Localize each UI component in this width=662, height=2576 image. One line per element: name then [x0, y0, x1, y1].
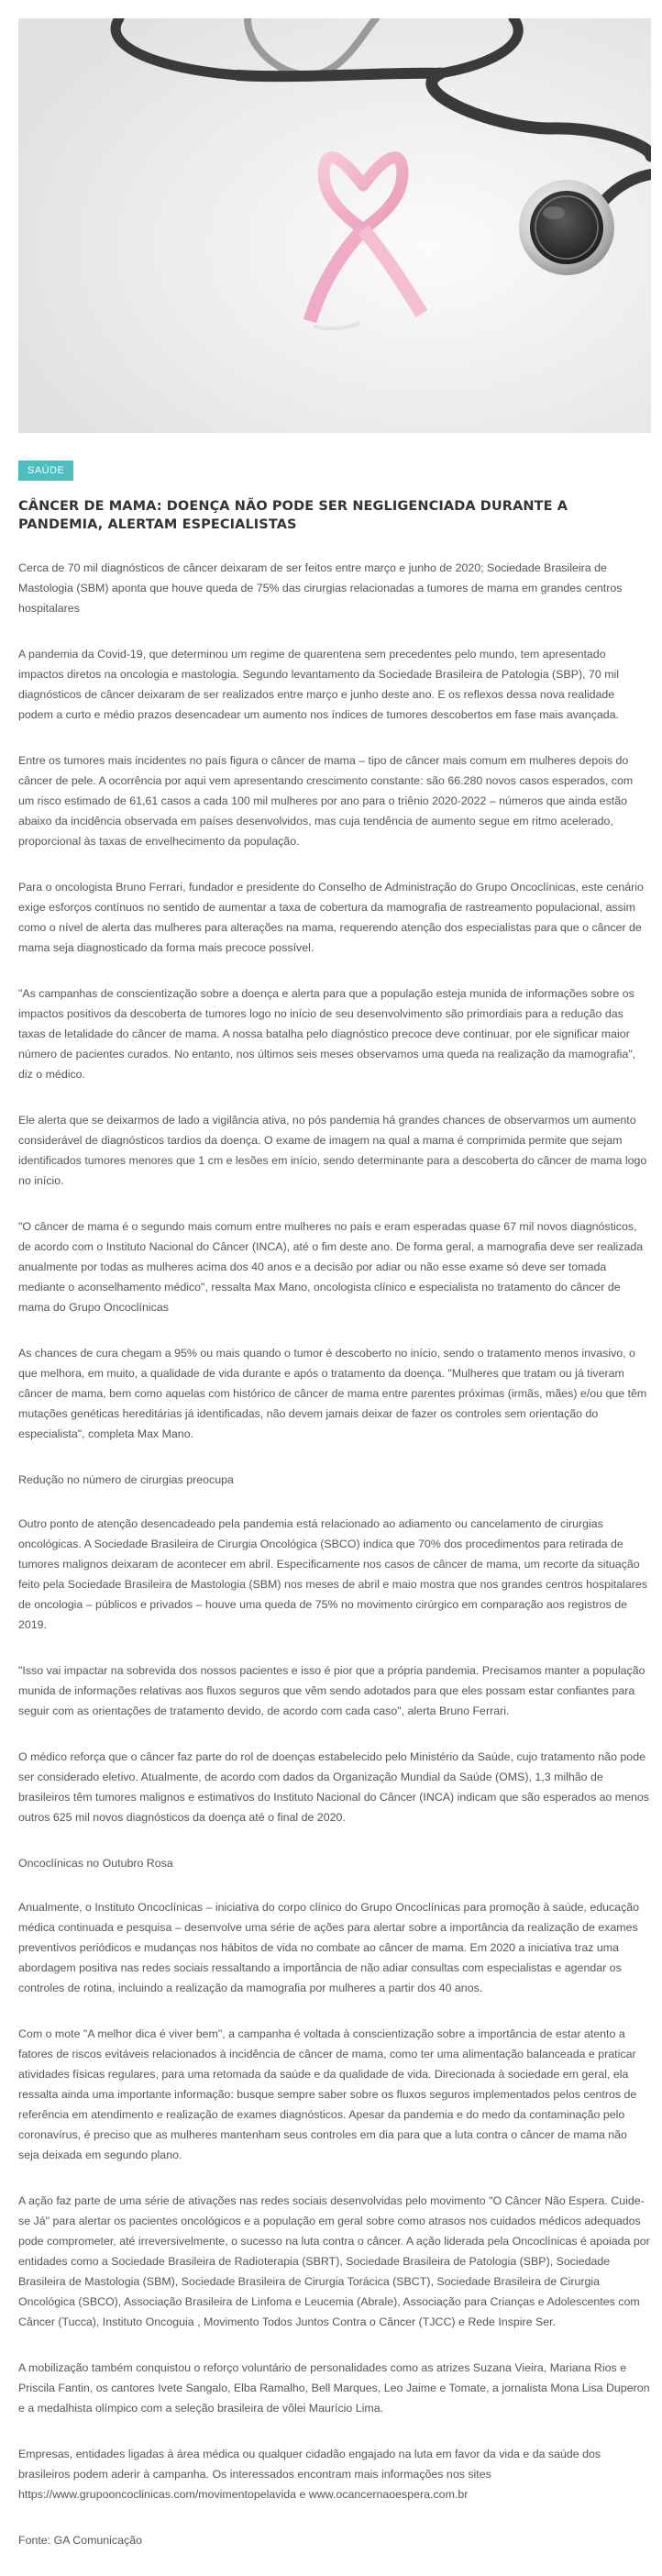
hero-illustration	[18, 18, 651, 433]
article-paragraph: Com o mote "A melhor dica é viver bem", a campanha é voltada à conscientização sobre a importância de estar atento a fatores de riscos evitáveis relacionados à incidência de câncer de mama, como ter uma alimentação balanceada e praticar atividades físicas regulares, para uma retomada da saúde e da qualidade de vida. Direcionada à sociedade em geral, ela ressalta ainda uma importante informação: busque sempre saber sobre os fluxos seguros implementados pelos centros de referência em atendimento e realização de exames diagnósticos. Apesar da pandemia e do medo da contaminação pelo coronavírus, é preciso que as mulheres mantenham seus controles em dia para que a luta contra o câncer de mama não seja deixada em segundo plano.	[18, 2027, 637, 2161]
article-paragraph: A ação faz parte de uma série de ativações nas redes sociais desenvolvidas pelo movimento "O Câncer Não Espera. Cuide-se Já" para alertar os pacientes oncológicos e a população em geral sobre como atrasos nos cuidados médicos adequados pode comprometer, até irreversivelmente, o sucesso na luta contra o câncer. A ação liderada pela Oncoclínicas é apoiada por entidades como a Sociedade Brasileira de Radioterapia (SBRT), Sociedade Brasileira de Patologia (SBP), Sociedade Brasileira de Mastologia (SBM), Sociedade Brasileira de Cirurgia Torácica (SBCT), Sociedade Brasileira de Cirurgia Oncológica (SBCO), Associação Brasileira de Linfoma e Leucemia (Abrale), Associação para Crianças e Adolescentes com Câncer (Tucca), Instituto Oncoguia , Movimento Todos Juntos Contra o Câncer (TJCC) e Rede Inspire Ser.	[18, 2194, 650, 2328]
article-paragraph: As chances de cura chegam a 95% ou mais quando o tumor é descoberto no início, sendo o tratamento menos invasivo, o que melhora, em muito, a qualidade de vida durante e após o tratamento da doença. "Mulheres que tratam ou já tiveram câncer de mama, bem como aquelas com histórico de câncer de mama entre parentes próximas (irmãs, mães) e/ou que têm mutações genéticas hereditárias já identificadas, não devem jamais deixar de fazer os controles sem orientação do especialista", completa Max Mano.	[18, 1347, 647, 1440]
article-title: CÂNCER DE MAMA: DOENÇA NÃO PODE SER NEGLIGENCIADA DURANTE A PANDEMIA, ALERTAM ESPECIALISTAS	[18, 499, 568, 532]
article-paragraph: Empresas, entidades ligadas à área médica ou qualquer cidadão engajado na luta em favor da vida e da saúde dos brasileiros podem aderir à campanha. Os interessados encontram mais informações nos sites https://www.grupooncoclinicas.com/movimentopelavida e www.ocancernaoespera.com.br	[18, 2448, 601, 2501]
article-paragraph: Ele alerta que se deixarmos de lado a vigilância ativa, no pós pandemia há grandes chances de observarmos um aumento considerável de diagnósticos tardios da doença. O exame de imagem na qual a mama é comprimida permite que sejam identificados tumores menores que 1 cm e lesões em início, sendo determinante para a descoberta do câncer de mama logo no início.	[18, 1114, 647, 1187]
article-source: Fonte: GA Comunicação	[18, 2534, 142, 2547]
section-subheading: Redução no número de cirurgias preocupa	[18, 1473, 234, 1486]
article-paragraph: Anualmente, o Instituto Oncoclínicas – iniciativa do corpo clínico do Grupo Oncoclínicas para promoção à saúde, educação médica continuada e pesquisa – desenvolve uma série de ações para alertar sobre a importância da realização de exames preventivos periódicos e mudanças nos hábitos de vida no combate ao câncer de mama. Em 2020 a iniciativa traz uma abordagem positiva nas redes sociais ressaltando a importância de não adiar consultas com especialistas e agendar os controles de rotina, incluindo a realização da mamografia por mulheres a partir dos 40 anos.	[18, 1901, 640, 1994]
article-paragraph: Cerca de 70 mil diagnósticos de câncer deixaram de ser feitos entre março e junho de 2020; Sociedade Brasileira de Mastologia (SBM) aponta que houve queda de 75% das cirurgias relacionadas a tumores de mama em grandes centros hospitalares	[18, 561, 623, 615]
section-subheading: Oncoclínicas no Outubro Rosa	[18, 1857, 173, 1870]
article-paragraph: Entre os tumores mais incidentes no país figura o câncer de mama – tipo de câncer mais comum em mulheres depois do câncer de pele. A ocorrência por aqui vem apresentando crescimento constante: são 66.280 novos casos esperados, com um risco estimado de 61,61 casos a cada 100 mil mulheres por ano para o triênio 2020-2022 – números que ainda estão abaixo da incidência observada em países desenvolvidos, mas cuja tendência de aumento segue em ritmo acelerado, proporcional às taxas de envelhecimento da população.	[18, 754, 634, 848]
article-paragraph: "O câncer de mama é o segundo mais comum entre mulheres no país e eram esperadas quase 67 mil novos diagnósticos, de acordo com o Instituto Nacional do Câncer (INCA), até o fim deste ano. De forma geral, a mamografia deve ser realizada anualmente por todas as mulheres acima dos 40 anos e a decisão por adiar ou não esse exame só deve ser tomada mediante o aconselhamento médico", ressalta Max Mano, oncologista clínico e especialista no tratamento do câncer de mama do Grupo Oncoclínicas	[18, 1220, 644, 1314]
article-paragraph: Outro ponto de atenção desencadeado pela pandemia está relacionado ao adiamento ou cancelamento de cirurgias oncológicas. A Sociedade Brasileira de Cirurgia Oncológica (SBCO) indica que 70% dos procedimentos para retirada de tumores malignos deixaram de acontecer em abril. Especificamente nos casos de câncer de mama, um recorte da situação feito pela Sociedade Brasileira de Mastologia (SBM) nos meses de abril e maio mostra que nos grandes centros hospitalares de oncologia – públicos e privados – houve uma queda de 75% no movimento cirúrgico em comparação aos registros de 2019.	[18, 1517, 647, 1631]
article-paragraph: "As campanhas de conscientização sobre a doença e alerta para que a população esteja munida de informações sobre os impactos positivos da descoberta de tumores logo no início de seu desenvolvimento são primordiais para a redução das taxas de letalidade do câncer de mama. A nossa batalha pelo diagnóstico precoce deve continuar, por ele significar maior número de pacientes curados. No entanto, nos últimos seis meses observamos uma queda na realização da mamografia", diz o médico.	[18, 987, 636, 1081]
article-paragraph: Para o oncologista Bruno Ferrari, fundador e presidente do Conselho de Administração do Grupo Oncoclínicas, este cenário exige esforços contínuos no sentido de aumentar a taxa de cobertura da mamografia de rastreamento populacional, assim como o nível de alerta das mulheres para alterações na mama, requerendo atenção dos especialistas para que o câncer de mama seja diagnosticado da forma mais precoce possível.	[18, 881, 644, 954]
article-paragraph: "Isso vai impactar na sobrevida dos nossos pacientes e isso é pior que a própria pandemia. Precisamos manter a população munida de informações relativas aos fluxos seguros que vêm sendo adotados para que eles possam estar confiantes para seguir com as orientações de tratamento devido, de acordo com cada caso", alerta Bruno Ferrari.	[18, 1664, 645, 1717]
article	[18, 18, 651, 2576]
article-body	[18, 558, 651, 2550]
hero-image	[18, 18, 651, 433]
article-paragraph: A pandemia da Covid-19, que determinou um regime de quarentena sem precedentes pelo mundo, tem apresentado impactos diretos na oncologia e mastologia. Segundo levantamento da Sociedade Brasileira de Patologia (SBP), 70 mil diagnósticos de câncer deixaram de ser realizados entre março e junho deste ano. E os reflexos dessa nova realidade podem a curto e médio prazos desencadear um aumento nos índices de tumores descobertos em fase mais avançada.	[18, 648, 620, 721]
category-badge[interactable]: SAÚDE	[18, 461, 73, 481]
article-paragraph: O médico reforça que o câncer faz parte do rol de doenças estabelecido pelo Ministério da Saúde, cujo tratamento não pode ser considerado eletivo. Atualmente, de acordo com dados da Organização Mundial da Saúde (OMS), 1,3 milhão de brasileiros têm tumores malignos e estimativos do Instituto Nacional do Câncer (INCA) indicam que são esperados ao menos outros 625 mil novos diagnósticos da doença até o final de 2020.	[18, 1750, 650, 1824]
article-paragraph: A mobilização também conquistou o reforço voluntário de personalidades como as atrizes Suzana Vieira, Mariana Rios e Priscila Fantin, os cantores Ivete Sangalo, Elba Ramalho, Bell Marques, Leo Jaime e Tomate, a jornalista Mona Lisa Duperon e a medalhista olímpico com a seleção brasileira de vôlei Maurício Lima.	[18, 2361, 650, 2415]
